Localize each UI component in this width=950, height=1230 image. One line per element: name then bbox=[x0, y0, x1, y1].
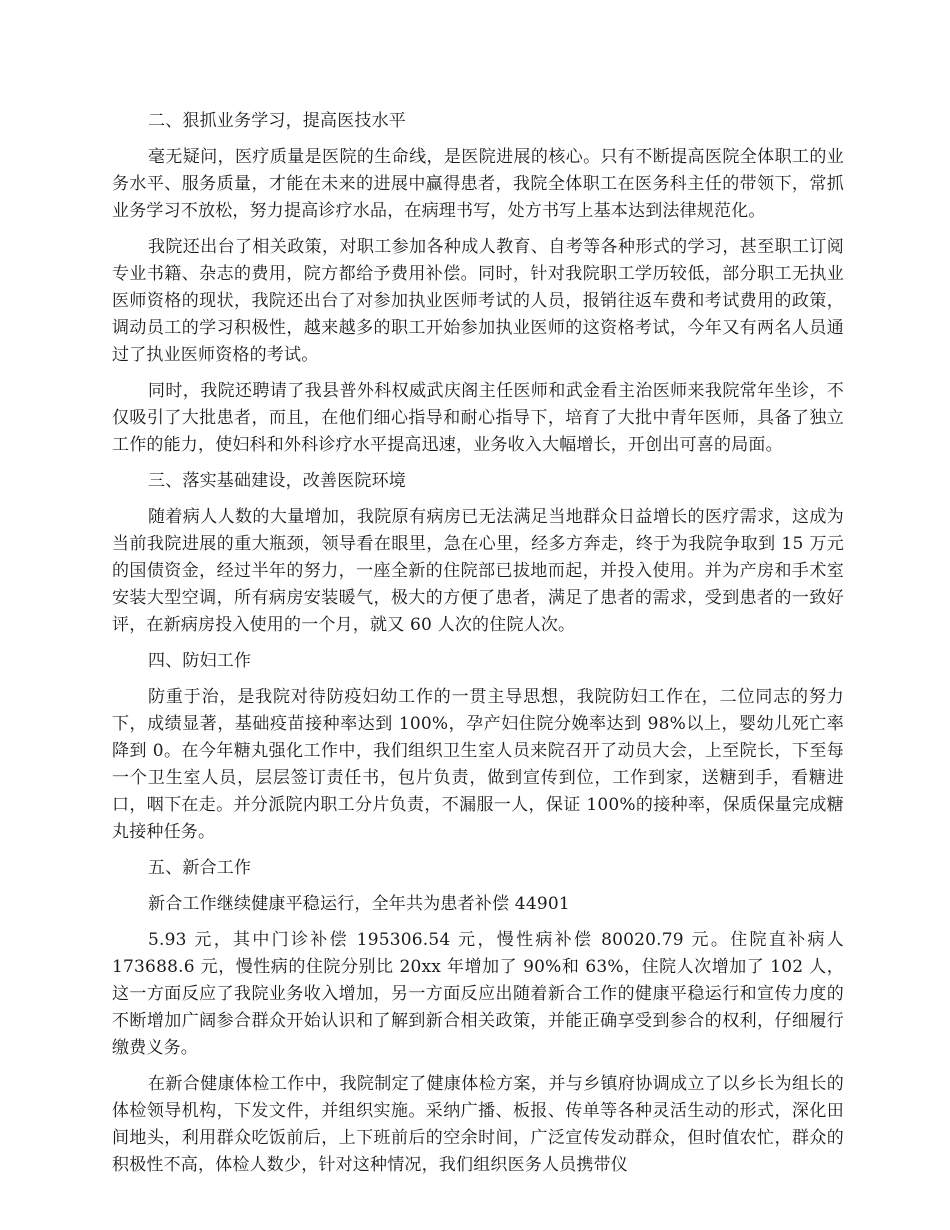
section-heading-2: 二、狠抓业务学习，提高医技水平 bbox=[148, 111, 406, 131]
section-heading-4: 四、防妇工作 bbox=[148, 651, 252, 671]
section-heading-3: 三、落实基础建设，改善医院环境 bbox=[148, 471, 406, 491]
paragraph: 新合工作继续健康平稳运行，全年共为患者补偿 44901 bbox=[148, 894, 570, 914]
paragraph: 同时，我院还聘请了我县普外科权威武庆阁主任医师和武金看主治医师来我院常年坐诊，不仅吸引了大批患者，而且，在他们细心指导和耐心指导下，培育了大批中青年医师，具备了独立工作的能力，使妇科和外科诊疗水平提高迅速，业务收入大幅增长，开创出可喜的局面。 bbox=[112, 381, 844, 455]
paragraph: 防重于治，是我院对待防疫妇幼工作的一贯主导思想，我院防妇工作在，二位同志的努力下，成绩显著，基础疫苗接种率达到 100%，孕产妇住院分娩率达到 98%以上，婴幼儿死亡率降到 0。在今年糖丸强化工作中，我们组织卫生室人员来院召开了动员大会，上至院长，下至每一个卫生室人员，层层签订责任书，包片负责，做到宣传到位，工作到家，送糖到手，看糖进口，咽下在走。并分派院内职工分片负责，不漏服一人，保证 100%的接种率，保质保量完成糖丸接种任务。 bbox=[112, 687, 844, 842]
section-heading-5: 五、新合工作 bbox=[148, 858, 252, 878]
document-body bbox=[112, 108, 844, 1188]
paragraph: 随着病人人数的大量增加，我院原有病房已无法满足当地群众日益增长的医疗需求，这成为当前我院进展的重大瓶颈，领导看在眼里，急在心里，经多方奔走，终于为我院争取到 15 万元的国债资金，经过半年的努力，一座全新的住院部已拔地而起，并投入使用。并为产房和手术室安装大型空调，所有病房安装暖气，极大的方便了患者，满足了患者的需求，受到患者的一致好评，在新病房投入使用的一个月，就又 60 人次的住院人次。 bbox=[112, 507, 844, 635]
paragraph: 5.93 元，其中门诊补偿 195306.54 元，慢性病补偿 80020.79 元。住院直补病人 173688.6 元，慢性病的住院分别比 20xx 年增加了 90%和 63%，住院人次增加了 102 人，这一方面反应了我院业务收入增加，另一方面反应出随着新合工作的健康平稳运行和宣传力度的不断增加广阔参合群众开始认识和了解到新合相关政策，并能正确享受到参合的权利，仔细履行缴费义务。 bbox=[112, 930, 844, 1058]
paragraph: 在新合健康体检工作中，我院制定了健康体检方案，并与乡镇府协调成立了以乡长为组长的体检领导机构，下发文件，并组织实施。采纳广播、板报、传单等各种灵活生动的形式，深化田间地头，利用群众吃饭前后，上下班前后的空余时间，广泛宣传发动群众，但时值农忙，群众的积极性不高，体检人数少，针对这种情况，我们组织医务人员携带仪 bbox=[112, 1074, 844, 1175]
paragraph: 毫无疑问，医疗质量是医院的生命线，是医院进展的核心。只有不断提高医院全体职工的业务水平、服务质量，才能在未来的进展中赢得患者，我院全体职工在医务科主任的带领下，常抓业务学习不放松，努力提高诊疗水品，在病理书写，处方书写上基本达到法律规范化。 bbox=[112, 147, 844, 221]
paragraph: 我院还出台了相关政策，对职工参加各种成人教育、自考等各种形式的学习，甚至职工订阅专业书籍、杂志的费用，院方都给予费用补偿。同时，针对我院职工学历较低，部分职工无执业医师资格的现状，我院还出台了对参加执业医师考试的人员，报销往返车费和考试费用的政策，调动员工的学习积极性，越来越多的职工开始参加执业医师的这资格考试，今年又有两名人员通过了执业医师资格的考试。 bbox=[112, 237, 844, 365]
